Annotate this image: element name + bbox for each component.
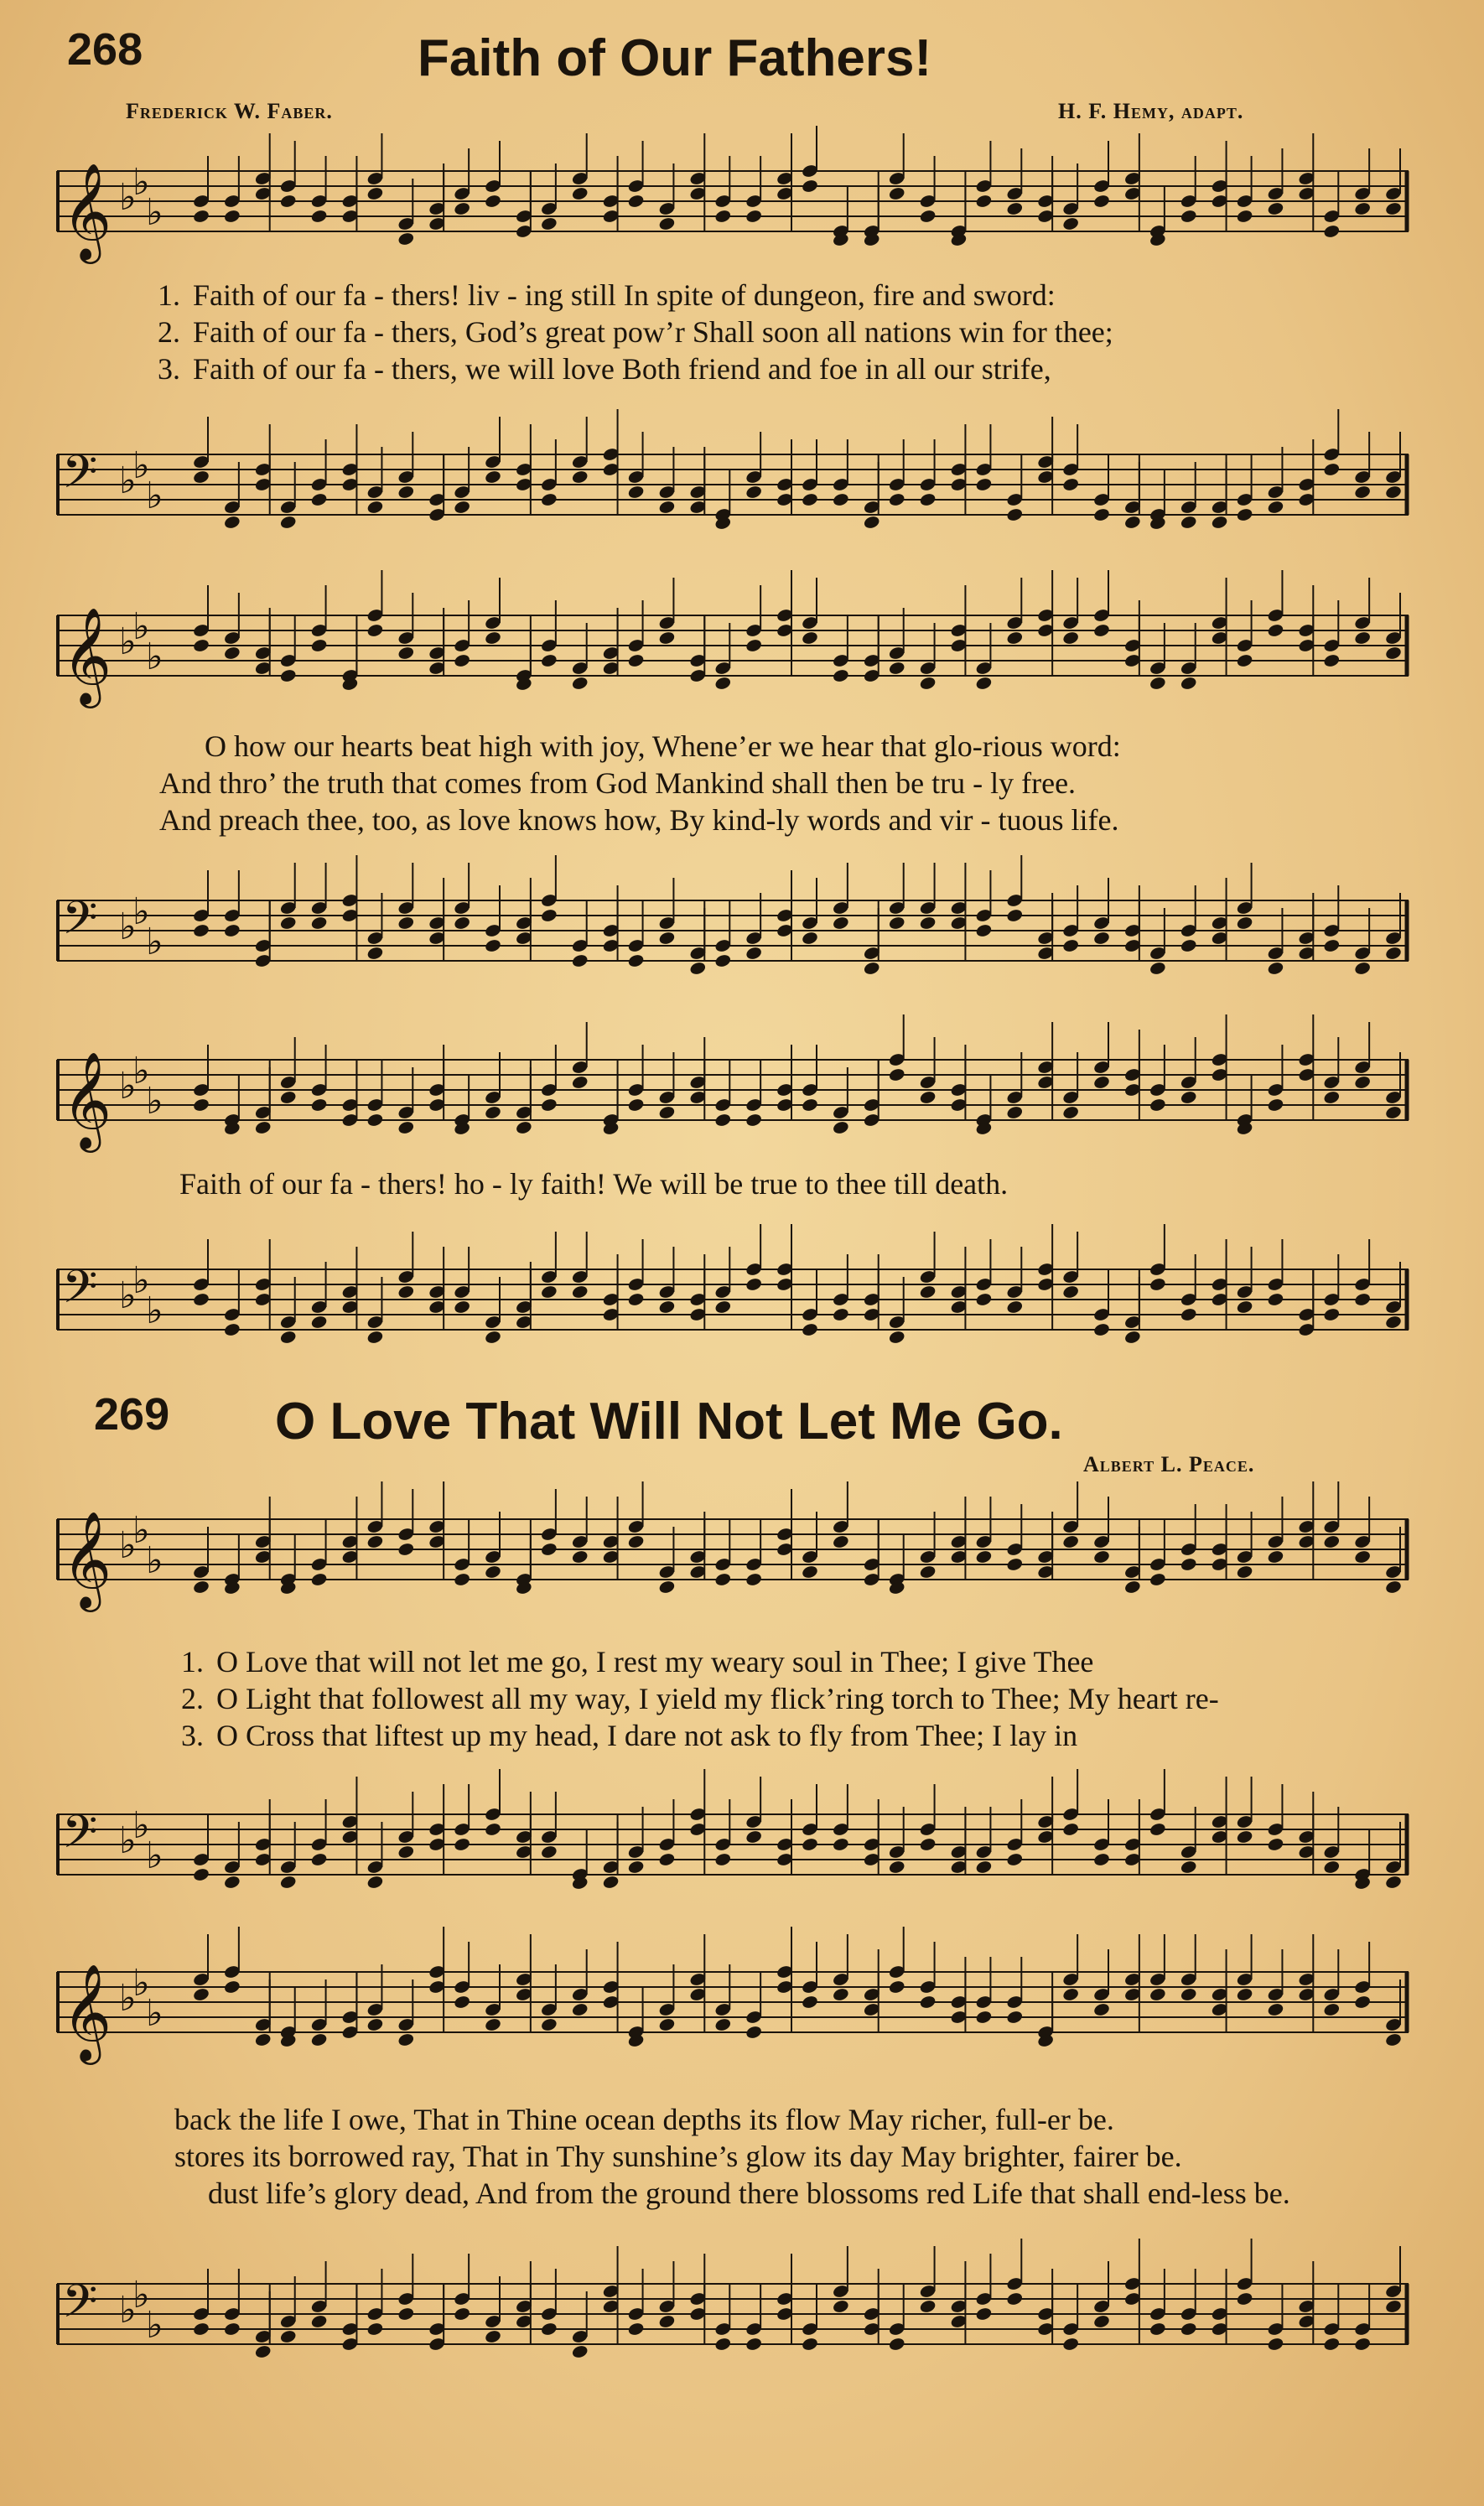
lyric-line: O how our hearts beat high with joy, Whene’er we hear that glo-rious word:: [205, 729, 1121, 763]
svg-text:♭: ♭: [146, 1289, 163, 1332]
treble-staff: [57, 1502, 1409, 1608]
lyric-line: Faith of our fa - thers! ho - ly faith! We will be true to thee till death.: [179, 1167, 1009, 1201]
svg-text:♭: ♭: [146, 921, 163, 963]
treble-clef-icon: 𝄞: [62, 1963, 112, 2061]
key-signature-icon: [119, 605, 163, 678]
lyric-line: back the life I owe, That in Thine ocean depths its flow May richer, full-er be.: [174, 2103, 1114, 2136]
svg-text:♭: ♭: [132, 890, 150, 933]
svg-text:♭: ♭: [119, 1524, 137, 1567]
bass-staff: [57, 2267, 1409, 2359]
hymn-269-number: 269: [94, 1389, 170, 1440]
lyric-line: 3. O Cross that liftest up my head, I dare not ask to fly from Thee; I lay in: [181, 1719, 1078, 1752]
hymn-268-author: Frederick W. Faber.: [126, 99, 333, 123]
bass-clef-icon: 𝄢: [62, 891, 98, 956]
treble-clef-icon: 𝄞: [62, 1510, 112, 1608]
svg-text:♭: ♭: [119, 459, 137, 502]
svg-text:♭: ♭: [146, 1834, 163, 1877]
svg-text:♭: ♭: [146, 1080, 163, 1123]
hymn-269-system-2: [57, 1945, 1409, 2381]
key-signature-icon: [119, 1962, 163, 2035]
treble-staff: [57, 154, 1409, 260]
hymn-268-system-1-lyrics: [158, 277, 1113, 387]
hymn-269-system-1-lyrics: [181, 1643, 1219, 1754]
bass-staff: [57, 1798, 1409, 1890]
bass-staff: [57, 1253, 1409, 1345]
svg-text:♭: ♭: [119, 1819, 137, 1862]
lyric-line: stores its borrowed ray, That in Thy sunshine’s glow its day May brighter, fairer be.: [174, 2140, 1182, 2173]
lyric-line: 2. Faith of our fa - thers, God’s great pow’r Shall soon all nations win for thee;: [158, 315, 1113, 349]
svg-text:♭: ♭: [119, 620, 137, 663]
svg-text:♭: ♭: [146, 636, 163, 678]
svg-text:♭: ♭: [146, 191, 163, 234]
hymn-269-system-2-lyrics: [174, 2101, 1290, 2212]
treble-clef-icon: 𝄞: [62, 606, 112, 704]
svg-text:♭: ♭: [132, 161, 150, 204]
treble-clef-icon: 𝄞: [62, 162, 112, 260]
bass-clef-icon: 𝄢: [62, 1260, 98, 1325]
svg-text:♭: ♭: [132, 2274, 150, 2317]
hymn-268-system-1: [57, 143, 1409, 562]
treble-staff: [57, 1043, 1409, 1149]
treble-staff: [57, 599, 1409, 704]
svg-text:♭: ♭: [119, 1065, 137, 1108]
lyric-line: And thro’ the truth that comes from God Mankind shall then be tru - ly free.: [159, 766, 1077, 800]
bass-clef-icon: 𝄢: [62, 1805, 98, 1870]
key-signature-icon: [119, 161, 163, 234]
lyric-line: And preach thee, too, as love knows how, By kind-ly words and vir - tuous life.: [159, 803, 1119, 837]
svg-text:♭: ♭: [119, 176, 137, 219]
lyric-line: 3. Faith of our fa - thers, we will love Both friend and foe in all our strife,: [158, 352, 1051, 386]
bass-clef-icon: 𝄢: [62, 445, 98, 510]
svg-text:♭: ♭: [146, 475, 163, 517]
svg-text:♭: ♭: [132, 1962, 150, 2005]
svg-text:♭: ♭: [132, 1509, 150, 1552]
svg-text:♭: ♭: [146, 2304, 163, 2347]
svg-text:♭: ♭: [119, 1977, 137, 2020]
hymn-268-system-2-lyrics: [159, 728, 1121, 838]
key-signature-icon: [119, 1259, 163, 1332]
svg-text:♭: ♭: [132, 1804, 150, 1847]
key-signature-icon: [119, 444, 163, 517]
bass-staff: [57, 884, 1409, 976]
note-heads: [192, 1481, 1402, 1595]
lyric-line: 1. Faith of our fa - thers! liv - ing still In spite of dungeon, fire and sword:: [158, 278, 1056, 312]
key-signature-icon: [119, 890, 163, 963]
key-signature-icon: [119, 2274, 163, 2347]
hymn-268-system-3-lyrics: [179, 1165, 1008, 1202]
svg-text:♭: ♭: [132, 1050, 150, 1092]
svg-text:♭: ♭: [132, 1259, 150, 1302]
treble-clef-icon: 𝄞: [62, 1051, 112, 1149]
svg-text:♭: ♭: [119, 1274, 137, 1317]
lyric-line: 2. O Light that followest all my way, I yield my flick’ring torch to Thee; My heart re-: [181, 1682, 1219, 1715]
hymn-268-title: Faith of Our Fathers!: [418, 29, 932, 87]
staff-lines: [57, 900, 1409, 961]
svg-text:♭: ♭: [132, 605, 150, 648]
svg-text:♭: ♭: [119, 905, 137, 948]
key-signature-icon: [119, 1804, 163, 1877]
hymn-268-composer: H. F. Hemy, adapt.: [1058, 99, 1244, 123]
bass-clef-icon: 𝄢: [62, 2275, 98, 2339]
hymn-269-composer: Albert L. Peace.: [1083, 1452, 1255, 1476]
bass-staff: [57, 438, 1409, 530]
svg-text:♭: ♭: [119, 2289, 137, 2332]
svg-text:♭: ♭: [146, 1539, 163, 1582]
lyric-line: 1. O Love that will not let me go, I rest my weary soul in Thee; I give Thee: [181, 1645, 1094, 1678]
hymn-269-system-1: [57, 1492, 1409, 1928]
hymn-268-system-2: [57, 587, 1409, 989]
svg-text:♭: ♭: [146, 1992, 163, 2035]
lyric-line: dust life’s glory dead, And from the ground there blossoms red Life that shall end-less be.: [208, 2177, 1290, 2210]
hymn-268-system-3: [57, 1031, 1409, 1367]
treble-staff: [57, 1955, 1409, 2061]
hymn-269-title: O Love That Will Not Let Me Go.: [275, 1393, 1063, 1450]
key-signature-icon: [119, 1050, 163, 1123]
key-signature-icon: [119, 1509, 163, 1582]
svg-text:♭: ♭: [132, 444, 150, 487]
hymn-268-number: 268: [67, 24, 143, 75]
staff-lines: [57, 1519, 1409, 1580]
